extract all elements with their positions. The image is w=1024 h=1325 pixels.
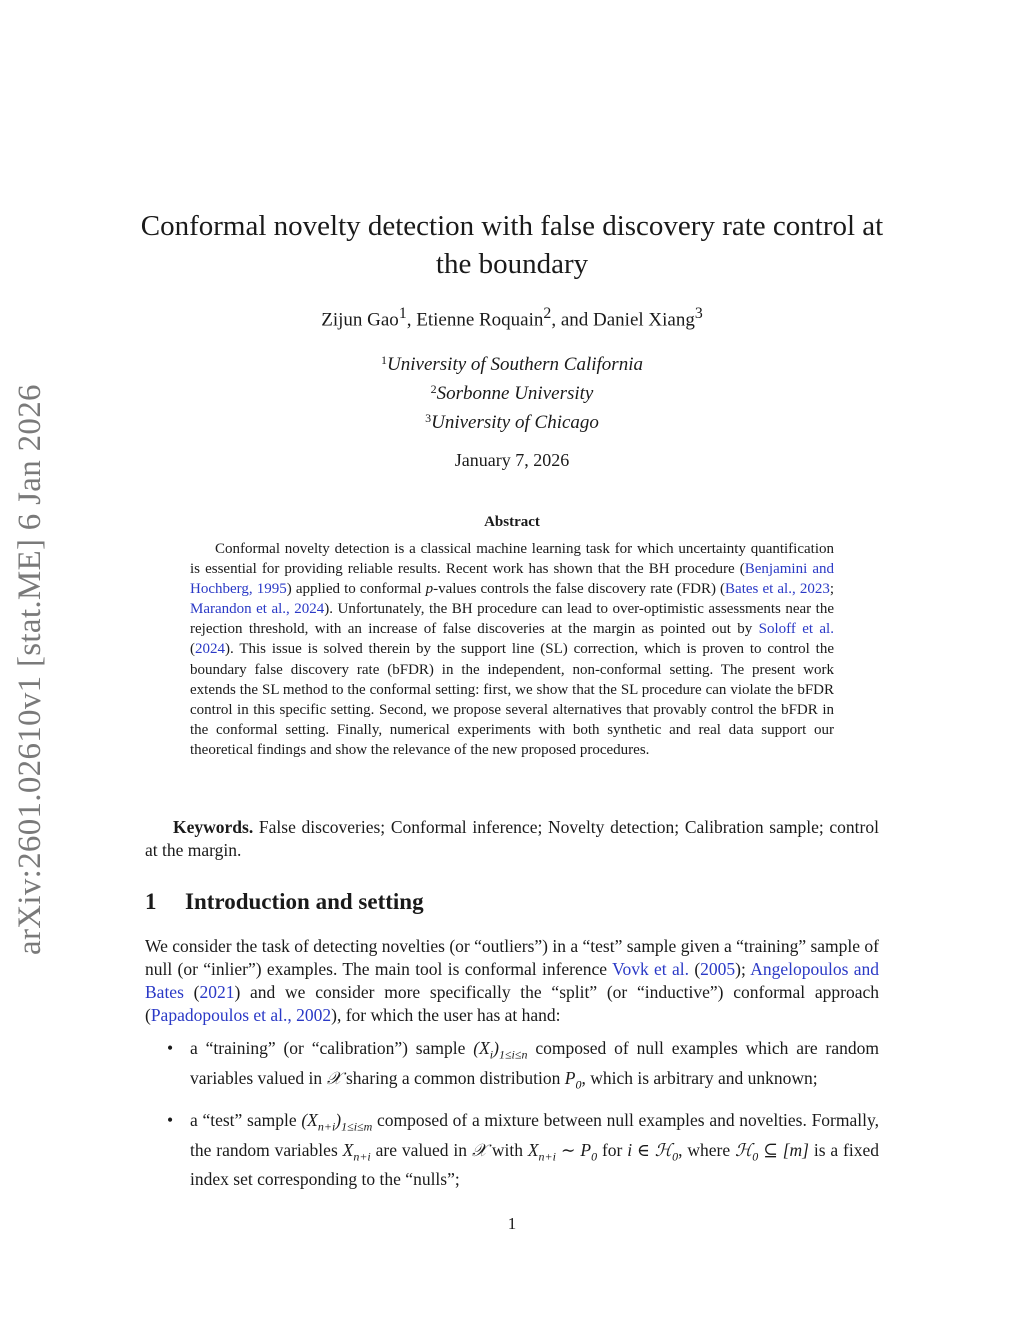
arxiv-sidebar-stamp: arXiv:2601.02610v1 [stat.ME] 6 Jan 2026 [12, 384, 48, 955]
body-text: ) and we consider more specifically the “split” (or “inductive”) conformal approach ( [145, 982, 880, 1025]
citation-link[interactable]: 2024 [195, 641, 225, 658]
author-name: Daniel Xiang [593, 309, 695, 331]
math-subscript: 1≤i≤n [498, 1047, 528, 1062]
math-subscript: 0 [672, 1149, 679, 1163]
math-subscript: i [489, 1047, 494, 1062]
author-separator: , and [551, 309, 594, 331]
list-item [145, 1109, 879, 1191]
body-text: , where [678, 1139, 735, 1160]
keywords-text: False discoveries; Conformal inference; Novelty detection; Calibration sample; control at the margin. [145, 817, 879, 860]
math-text: (X [301, 1110, 318, 1130]
body-text: are valued in [370, 1139, 472, 1160]
math-subscript: n+i [353, 1149, 371, 1163]
citation-link[interactable]: Angelopoulos and Bates [145, 959, 879, 1002]
body-text: ( [689, 959, 701, 979]
affiliation [120, 348, 904, 377]
abstract-text: -values controls the false discovery rate (FDR) ( [433, 581, 726, 598]
math-text: ) [493, 1038, 499, 1058]
math-text: X [342, 1139, 354, 1160]
math-subscript: 0 [591, 1149, 598, 1163]
math-text: ∼ P [555, 1139, 592, 1160]
body-text: composed of a mixture between null examples and novelties. Formally, the random variables [190, 1110, 879, 1160]
keywords-paragraph [145, 816, 879, 862]
math-text: X [527, 1139, 539, 1160]
section-heading [145, 889, 424, 915]
page-number: 1 [507, 1214, 517, 1233]
math-expression [627, 1139, 679, 1163]
body-text: with [486, 1139, 528, 1160]
body-text: is a fixed index set corresponding to the “nulls”; [190, 1139, 879, 1189]
math-text: ⊆ [m] [758, 1139, 809, 1160]
paper-date: January 7, 2026 [454, 450, 570, 470]
math-text: P [564, 1067, 576, 1088]
author-affil-sup: 2 [543, 305, 552, 322]
affiliation [120, 377, 904, 406]
math-expression [473, 1038, 528, 1062]
abstract-text: ; [829, 581, 834, 598]
body-text: sharing a common distribution [341, 1067, 565, 1088]
section-number: 1 [145, 889, 157, 914]
body-text: We consider the task of detecting novelties (or “outliers”) in a “test” sample given a “training” sample of null (or “inlier”) examples. The main tool is conformal inference [145, 936, 879, 979]
affiliation-name: University of Southern California [387, 354, 643, 375]
body-text: a “training” (or “calibration”) sample [190, 1038, 474, 1058]
citation-link[interactable]: Vovk et al. [612, 959, 689, 979]
author-affil-sup: 1 [398, 305, 407, 322]
math-text: (X [473, 1038, 490, 1058]
author-affil-sup: 3 [694, 305, 703, 322]
citation-link[interactable]: Marandon et al., 2024 [190, 601, 325, 618]
author-name: Zijun Gao [321, 309, 399, 331]
math-text: ) [335, 1110, 342, 1130]
abstract-body [190, 539, 834, 760]
math-variable: p [425, 581, 434, 598]
math-subscript: n+i [538, 1149, 556, 1163]
body-text: ); [735, 959, 751, 979]
math-subscript: 1≤i≤m [341, 1119, 373, 1134]
body-text: ( [183, 982, 200, 1002]
author-separator: , [406, 309, 417, 331]
setting-bullet-list [145, 1037, 879, 1204]
body-text: , which is arbitrary and unknown; [581, 1067, 818, 1088]
math-expression [342, 1139, 371, 1163]
body-text: a “test” sample [190, 1110, 302, 1130]
citation-link[interactable]: Soloff et al. [758, 621, 834, 638]
math-expression [527, 1139, 598, 1163]
abstract-text: ). This issue is solved therein by the support line (SL) correction, which is proven to control the boundary false discovery rate (bFDR) in the independent, non-conformal setting. The present work extends the SL method to the conformal setting: first, we show that the SL procedure can violate the bFDR control in this specific setting. Second, we propose several alternatives that provably control the bFDR in the conformal setting. Finally, numerical experiments with both synthetic and real data support our theoretical findings and show the relevance of the new proposed procedures. [190, 641, 834, 758]
bullet-icon: • [167, 1038, 174, 1058]
bullet-icon: • [167, 1110, 174, 1130]
math-subscript: n+i [317, 1119, 336, 1134]
body-text: ), for which the user has at hand: [331, 1005, 561, 1025]
citation-link[interactable]: 2021 [199, 982, 235, 1002]
intro-paragraph [145, 935, 879, 1027]
math-subscript: 0 [752, 1149, 759, 1163]
author-list [120, 305, 904, 331]
affiliation-sup: 1 [381, 353, 388, 367]
abstract-heading: Abstract [484, 514, 540, 530]
math-text: i ∈ ℋ [627, 1139, 673, 1160]
math-expression [564, 1067, 582, 1091]
abstract-text: ) applied to conformal [286, 581, 426, 598]
math-subscript: 0 [575, 1077, 582, 1091]
math-expression [301, 1110, 373, 1134]
body-text: composed of null examples which are random variables valued in [190, 1038, 879, 1088]
abstract-text: ( [190, 641, 195, 658]
affiliation-sup: 3 [425, 411, 432, 425]
math-expression [734, 1139, 809, 1163]
list-item [145, 1037, 879, 1096]
math-text: ℋ [734, 1139, 753, 1160]
paper-title: Conformal novelty detection with false discovery rate control at the boundary [140, 210, 884, 280]
keywords-label: Keywords. [173, 817, 254, 837]
affiliation [120, 406, 904, 435]
citation-link[interactable]: Papadopoulos et al., 2002 [150, 1005, 332, 1025]
citation-link[interactable]: Bates et al., 2023 [725, 581, 830, 598]
citation-link[interactable]: 2005 [700, 959, 736, 979]
affiliation-list [120, 348, 904, 435]
affiliation-name: Sorbonne University [436, 383, 594, 404]
citation-link[interactable]: Benjamini and Hochberg, 1995 [190, 561, 834, 598]
author-name: Etienne Roquain [416, 309, 544, 331]
math-expression: 𝒳 [326, 1067, 342, 1088]
affiliation-name: University of Chicago [431, 412, 599, 433]
math-expression: 𝒳 [471, 1139, 487, 1160]
abstract-text: Conformal novelty detection is a classical machine learning task for which uncertainty quantification is essential for providing reliable results. Recent work has shown that the BH procedure ( [190, 541, 834, 578]
affiliation-sup: 2 [430, 382, 437, 396]
section-title: Introduction and setting [185, 889, 424, 914]
abstract-text: ). Unfortunately, the BH procedure can lead to over-optimistic assessments near the rejection threshold, with an increase of false discoveries at the margin as pointed out by [190, 601, 834, 638]
body-text: for [597, 1139, 628, 1160]
